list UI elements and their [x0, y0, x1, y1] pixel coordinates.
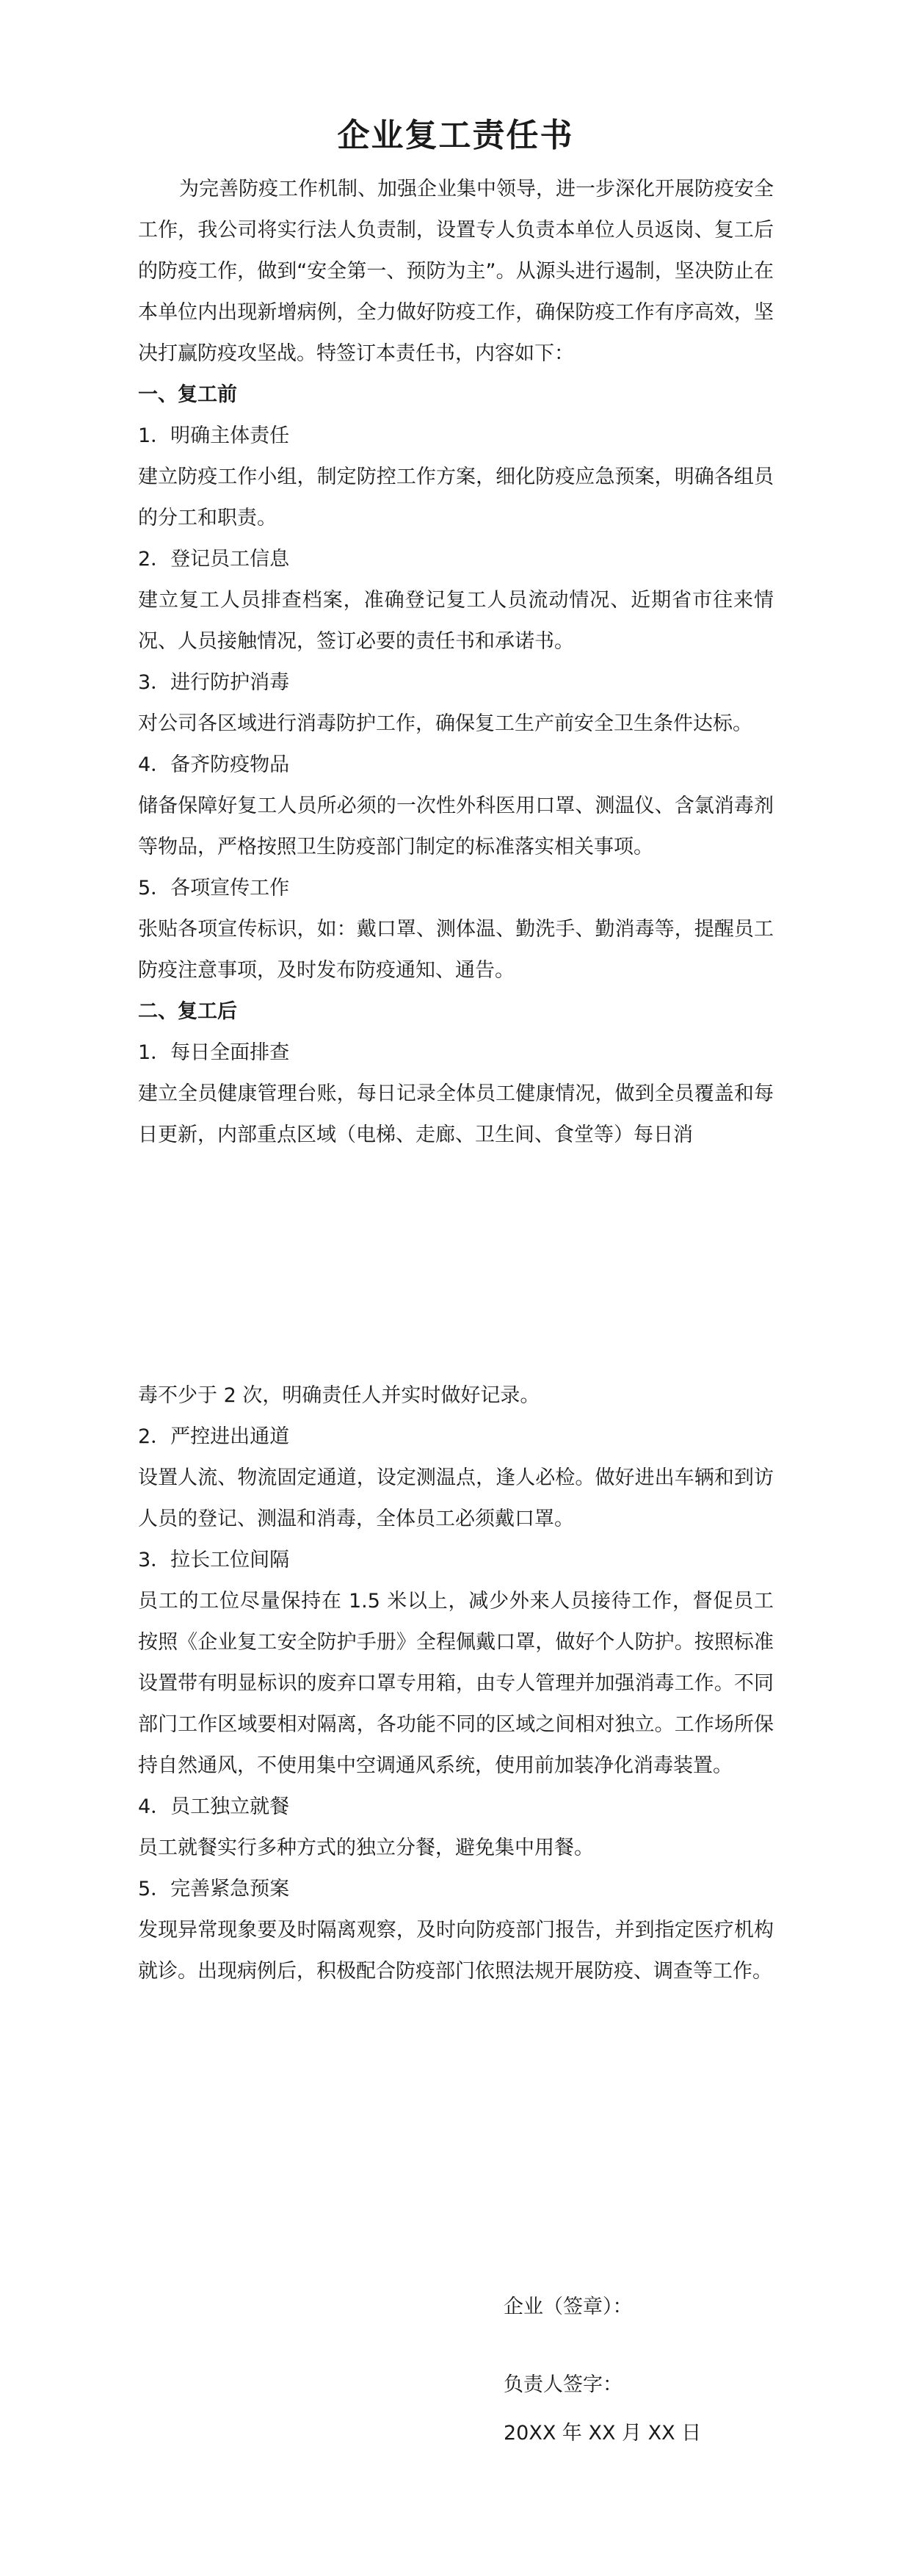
s2-item1-title: 1．每日全面排查: [138, 1041, 290, 1064]
s2-item2-title: 2．严控进出通道: [138, 1425, 290, 1448]
s1-item5-title: 5．各项宣传工作: [138, 877, 290, 900]
s1-item2-title: 2．登记员工信息: [138, 548, 290, 571]
s1-item3-body: 对公司各区域进行消毒防护工作，确保复工生产前安全卫生条件达标。: [138, 712, 752, 735]
s1-item3-title: 3．进行防护消毒: [138, 671, 290, 694]
s2-item3-title: 3．拉长工位间隔: [138, 1549, 290, 1571]
s2-item1-body-part1: 建立全员健康管理台账，每日记录全体员工健康情况，做到全员覆盖和每日更新，内部重点区域（电梯、走廊、卫生间、食堂等）每日消: [138, 1082, 774, 1146]
s2-item1-body-part2: 毒不少于 2 次，明确责任人并实时做好记录。: [138, 1384, 540, 1407]
intro-paragraph: 为完善防疫工作机制、加强企业集中领导，进一步深化开展防疫安全工作，我公司将实行法人负责制，设置专人负责本单位人员返岗、复工后的防疫工作，做到“安全第一、预防为主”。从源头进行遏制，坚决防止在本单位内出现新增病例，全力做好防疫工作，确保防疫工作有序高效，坚决打赢防疫攻坚战。特签订本责任书，内容如下：: [138, 178, 774, 365]
s1-item4-body: 储备保障好复工人员所必须的一次性外科医用口罩、测温仪、含氯消毒剂等物品，严格按照卫生防疫部门制定的标准落实相关事项。: [138, 795, 774, 858]
s2-item5-title: 5．完善紧急预案: [138, 1878, 290, 1900]
s1-item1-title: 1．明确主体责任: [138, 424, 290, 447]
s1-item5-body: 张贴各项宣传标识，如：戴口罩、测体温、勤洗手、勤消毒等，提醒员工防疫注意事项，及时发布防疫通知、通告。: [138, 918, 774, 982]
signing-date: 20XX 年 XX 月 XX 日: [504, 2422, 702, 2445]
document-title: 企业复工责任书: [337, 117, 574, 154]
document-body-part2: [138, 1375, 774, 1992]
s1-item4-title: 4．备齐防疫物品: [138, 753, 290, 776]
responsible-person-signature: 负责人签字：: [504, 2373, 623, 2396]
s1-item2-body: 建立复工人员排查档案，准确登记复工人员流动情况、近期省市往来情况、人员接触情况，签订必要的责任书和承诺书。: [138, 589, 774, 653]
company-seal-line: 企业（签章）：: [504, 2295, 633, 2318]
s2-item5-body: 发现异常现象要及时隔离观察，及时向防疫部门报告，并到指定医疗机构就诊。出现病例后，积极配合防疫部门依照法规开展防疫、调查等工作。: [138, 1919, 774, 1983]
s1-item1-body: 建立防疫工作小组，制定防控工作方案，细化防疫应急预案，明确各组员的分工和职责。: [138, 466, 774, 529]
section2-heading: 二、复工后: [138, 1000, 237, 1023]
section1-heading: 一、复工前: [138, 383, 237, 406]
s2-item4-title: 4．员工独立就餐: [138, 1795, 290, 1818]
s2-item3-body: 员工的工位尽量保持在 1.5 米以上，减少外来人员接待工作，督促员工按照《企业复工安全防护手册》全程佩戴口罩，做好个人防护。按照标准设置带有明显标识的废弃口罩专用箱，由专人管理并加强消毒工作。不同部门工作区域要相对隔离，各功能不同的区域之间相对独立。工作场所保持自然通风，不使用集中空调通风系统，使用前加装净化消毒装置。: [138, 1590, 774, 1777]
document-body-part1: [138, 169, 774, 1156]
s2-item2-body: 设置人流、物流固定通道，设定测温点，逢人必检。做好进出车辆和到访人员的登记、测温和消毒，全体员工必须戴口罩。: [138, 1466, 774, 1530]
s2-item4-body: 员工就餐实行多种方式的独立分餐，避免集中用餐。: [138, 1837, 594, 1859]
